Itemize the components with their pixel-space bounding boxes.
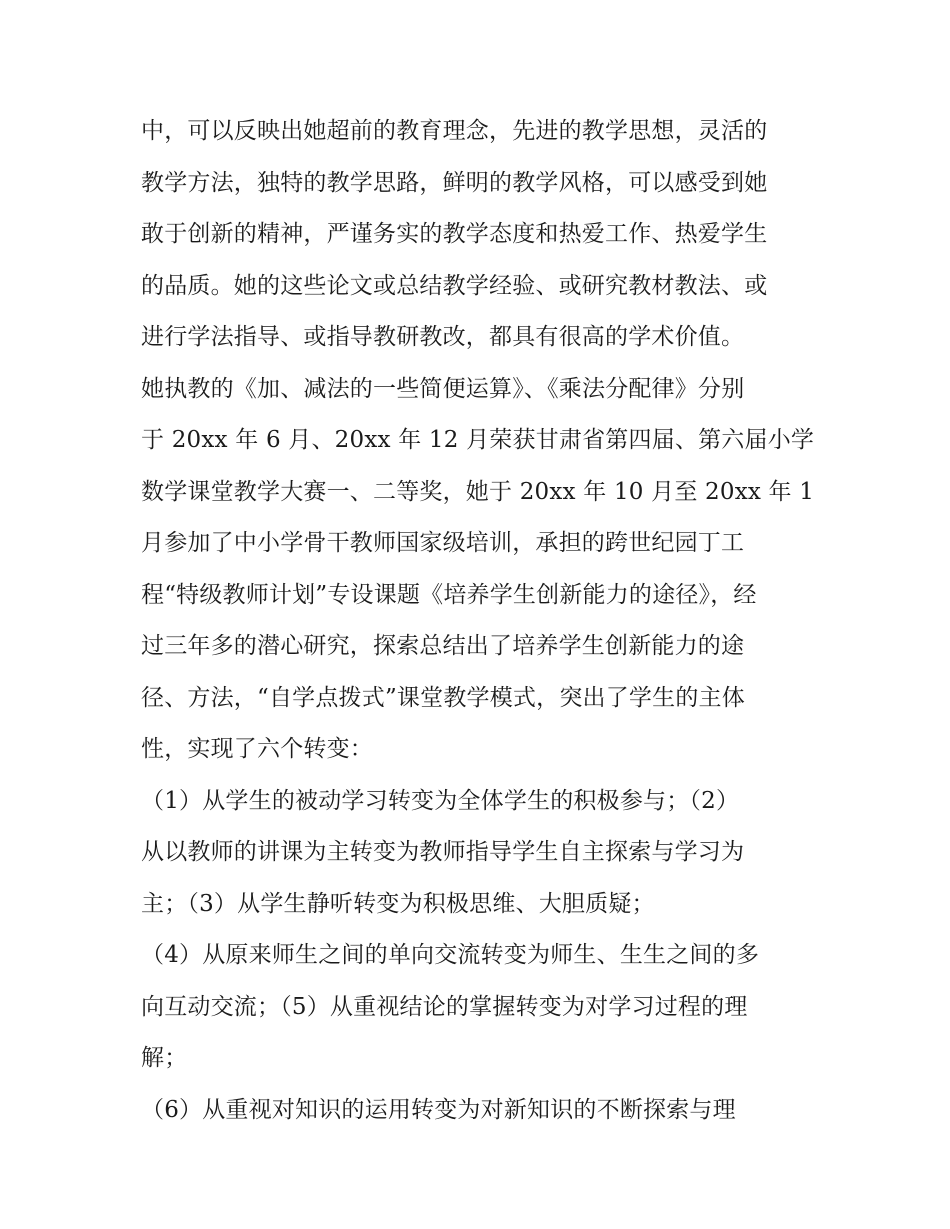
text-line: 性，实现了六个转变： bbox=[141, 736, 373, 762]
body-text bbox=[141, 106, 821, 1136]
text-line: 过三年多的潜心研究，探索总结出了培养学生创新能力的途 bbox=[141, 633, 745, 659]
text-line: 程“特级教师计划”专设课题《培养学生创新能力的途径》，经 bbox=[141, 581, 757, 608]
text-line: 中，可以反映出她超前的教育理念，先进的教学思想，灵活的 bbox=[141, 118, 768, 144]
text-line: 径、方法，“自学点拨式”课堂教学模式，突出了学生的主体 bbox=[141, 684, 745, 711]
text-line: 月参加了中小学骨干教师国家级培训，承担的跨世纪园丁工 bbox=[141, 530, 745, 556]
text-line: 于 20xx 年 6 月、20xx 年 12 月荣获甘肃省第四届、第六届小学 bbox=[141, 427, 815, 453]
text-line: 主；（3）从学生静听转变为积极思维、大胆质疑； bbox=[141, 890, 655, 917]
text-line: 数学课堂教学大赛一、二等奖，她于 20xx 年 10 月至 20xx 年 1 bbox=[141, 478, 815, 505]
text-line: 向互动交流；（5）从重视结论的掌握转变为对学习过程的理 bbox=[141, 993, 748, 1020]
text-line: 解； bbox=[141, 1045, 188, 1071]
text-line: 敢于创新的精神，严谨务实的教学态度和热爱工作、热爱学生 bbox=[141, 221, 768, 247]
text-line: （6）从重视对知识的运用转变为对新知识的不断探索与理 bbox=[141, 1096, 736, 1123]
text-line: 从以教师的讲课为主转变为教师指导学生自主探索与学习为 bbox=[141, 839, 745, 865]
text-line: 的品质。她的这些论文或总结教学经验、或研究教材教法、或 bbox=[141, 272, 768, 299]
text-line: 进行学法指导、或指导教研教改，都具有很高的学术价值。 bbox=[141, 324, 745, 350]
text-line: 教学方法，独特的教学思路，鲜明的教学风格，可以感受到她 bbox=[141, 169, 768, 196]
text-line: （4）从原来师生之间的单向交流转变为师生、生生之间的多 bbox=[141, 942, 760, 968]
text-line: 她执教的《加、减法的一些简便运算》、《乘法分配律》分别 bbox=[141, 375, 745, 402]
text-line: （1）从学生的被动学习转变为全体学生的积极参与；（2） bbox=[141, 787, 740, 814]
